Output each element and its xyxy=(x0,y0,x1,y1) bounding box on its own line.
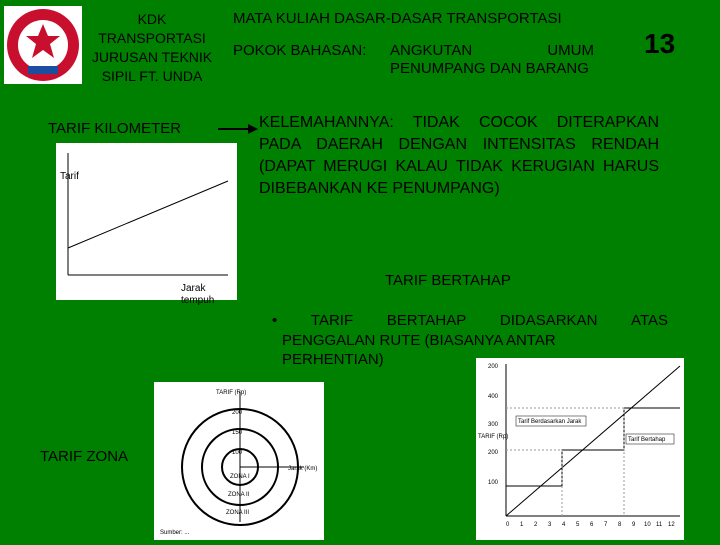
topic-label: POKOK BAHASAN: xyxy=(233,42,367,59)
legend-step: Tarif Bertahap xyxy=(628,437,666,443)
zone-axis-label: Jarak (Km) xyxy=(288,466,318,472)
x-tick: 2 xyxy=(534,522,538,528)
zone-tick: 200 xyxy=(232,410,243,416)
x-tick: 4 xyxy=(562,522,566,528)
bullet-line-3: PERHENTIAN) xyxy=(282,351,384,368)
zone-title: TARIF (Rp) xyxy=(216,390,247,396)
bullet-mark: • xyxy=(272,312,278,329)
x-tick: 12 xyxy=(668,522,675,528)
graph-tarif-label: Tarif xyxy=(60,171,79,182)
tarif-kilometer-label: TARIF KILOMETER xyxy=(48,120,182,137)
x-ticks xyxy=(506,522,675,528)
kelemahan-text: KELEMAHANNYA: TIDAK COCOK DITERAPKAN PADA DAERAH DENGAN INTENSITAS RENDAH (DAPAT MERUGI KALAU TIDAK KERUGIAN HARUS DIBEBANKAN KE PENUMPANG) xyxy=(259,114,659,197)
zone-diagram xyxy=(154,382,324,540)
y-label: TARIF (Rp) xyxy=(478,434,509,440)
bullet-word: ATAS xyxy=(631,312,668,329)
dept-line: JURUSAN TEKNIK xyxy=(91,49,213,65)
tarif-zona-label: TARIF ZONA xyxy=(40,448,129,465)
graph-x-label-2: tempuh xyxy=(181,295,215,306)
y-tick: 200 xyxy=(488,364,499,370)
y-tick: 100 xyxy=(488,480,499,486)
bullet-line-1 xyxy=(272,312,668,329)
arrow-right-icon xyxy=(218,122,258,136)
department-header xyxy=(82,10,222,86)
dept-line: TRANSPORTASI xyxy=(98,30,206,46)
university-logo xyxy=(4,6,82,84)
bullet-line-2: PENGGALAN RUTE (BIASANYA ANTAR xyxy=(282,332,556,349)
zone-label: ZONA II xyxy=(228,492,250,498)
x-tick: 9 xyxy=(632,522,636,528)
x-tick: 11 xyxy=(656,522,663,528)
course-title: MATA KULIAH DASAR-DASAR TRANSPORTASI xyxy=(233,10,562,27)
x-tick: 0 xyxy=(506,522,510,528)
x-tick: 7 xyxy=(604,522,608,528)
y-tick: 200 xyxy=(488,450,499,456)
bullet-word: BERTAHAP xyxy=(386,312,467,329)
dept-line: KDK xyxy=(137,11,167,27)
tarif-bertahap-label: TARIF BERTAHAP xyxy=(385,272,511,289)
x-tick: 10 xyxy=(644,522,651,528)
x-tick: 6 xyxy=(590,522,594,528)
logo-emblem-icon xyxy=(4,6,82,84)
y-tick: 400 xyxy=(488,394,499,400)
graph-x-label-1: Jarak xyxy=(181,283,206,294)
zone-tick: 150 xyxy=(232,430,243,436)
zone-tick: 100 xyxy=(232,450,243,456)
graph-x-label xyxy=(181,283,205,294)
tarif-kilometer-graph xyxy=(56,143,237,306)
topic-word: ANGKUTAN xyxy=(390,42,473,59)
step-chart xyxy=(476,358,684,540)
topic-value-line1 xyxy=(390,42,594,59)
slide-number: 13 xyxy=(644,28,676,59)
legend-line: Tarif Berdasarkan Jarak xyxy=(518,419,582,425)
zone-label: ZONA I xyxy=(230,474,250,480)
y-tick: 300 xyxy=(488,422,499,428)
topic-value-line2: PENUMPANG DAN BARANG xyxy=(390,60,589,77)
x-tick: 5 xyxy=(576,522,580,528)
bullet-item xyxy=(272,312,668,329)
bullet-word: DIDASARKAN xyxy=(499,312,598,329)
x-tick: 3 xyxy=(548,522,552,528)
x-tick: 8 xyxy=(618,522,622,528)
zone-label: ZONA III xyxy=(226,510,250,516)
bullet-word: TARIF xyxy=(310,312,354,329)
topic-word: UMUM xyxy=(547,42,594,59)
zone-source: Sumber: ... xyxy=(160,530,190,536)
dept-line: SIPIL FT. UNDA xyxy=(101,68,203,84)
x-tick: 1 xyxy=(520,522,524,528)
